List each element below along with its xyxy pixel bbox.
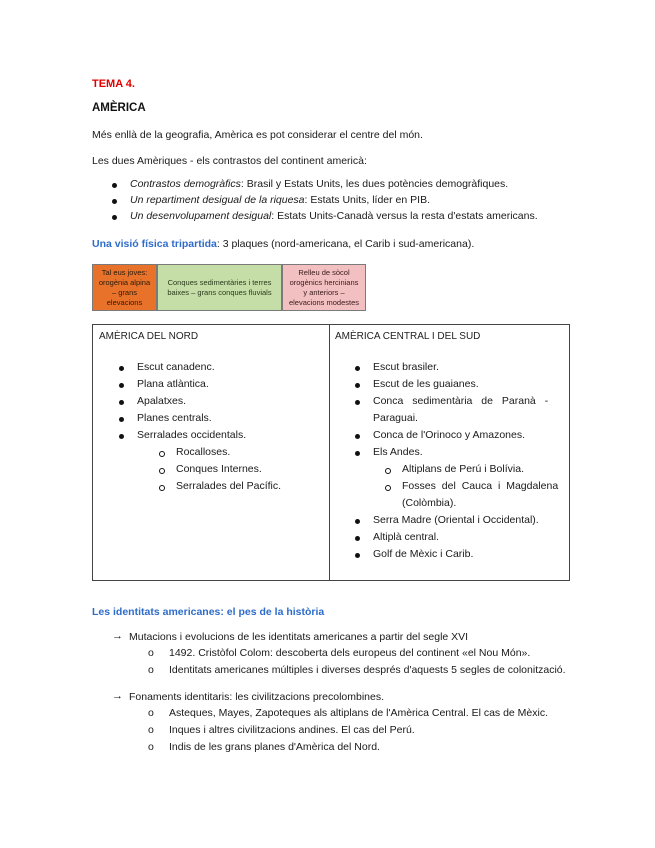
list-item xyxy=(355,395,561,412)
list-item-text: Conca de l'Orinoco y Amazones. xyxy=(373,429,525,441)
bullet-icon xyxy=(112,199,117,204)
list-item xyxy=(355,429,561,446)
list-item-continuation xyxy=(355,412,561,429)
contrast-text: : Brasil y Estats Units, les dues potències demogràfiques. xyxy=(240,178,509,190)
sub-list-item xyxy=(112,664,582,681)
identity-list-2 xyxy=(112,691,582,758)
list-item-text: Escut de les guaianes. xyxy=(373,378,479,390)
list-item-text: Escut canadenc. xyxy=(137,361,215,373)
list-item-text: Asteques, Mayes, Zapoteques als altiplans de l'Amèrica Central. El cas de Mèxic. xyxy=(169,707,549,719)
relief-boxes xyxy=(92,264,366,313)
list-item-text: Planes centrals. xyxy=(137,412,212,424)
page-title: AMÈRICA xyxy=(92,102,146,114)
list-item-text: Els Andes. xyxy=(373,446,423,458)
circle-bullet-icon xyxy=(385,468,391,474)
bullet-icon xyxy=(112,183,117,188)
circle-bullet-icon xyxy=(159,485,165,491)
intro-paragraph-2: Les dues Amèriques - els contrastos del continent americà: xyxy=(92,155,367,167)
circle-bullet-icon: o xyxy=(148,707,154,719)
arrow-item xyxy=(112,691,582,707)
list-item-text: Escut brasiler. xyxy=(373,361,439,373)
bullet-icon xyxy=(119,434,124,439)
vision-heading: Una visió física tripartida xyxy=(92,238,217,250)
list-item-text: Inques i altres civilitzacions andines. El cas del Perú. xyxy=(169,724,415,736)
list-item-text: Paraguai. xyxy=(373,412,418,424)
contrast-emphasis: Contrastos demogràfics xyxy=(130,178,241,190)
sub-list-item xyxy=(112,647,582,664)
list-item xyxy=(355,531,561,548)
sub-list-item-continuation xyxy=(355,497,561,514)
list-item xyxy=(119,378,319,395)
bullet-icon xyxy=(119,366,124,371)
arrow-right-icon: → xyxy=(112,630,123,642)
bullet-icon xyxy=(355,400,360,405)
contrast-emphasis: Un repartiment desigual de la riquesa xyxy=(130,194,305,206)
sub-list-item xyxy=(119,463,319,480)
list-item xyxy=(355,378,561,395)
list-item xyxy=(355,446,561,463)
list-item xyxy=(355,361,561,378)
column-header-south: AMÈRICA CENTRAL I DEL SUD xyxy=(335,331,481,342)
identity-list-1 xyxy=(112,631,582,681)
circle-bullet-icon xyxy=(159,468,165,474)
bullet-icon xyxy=(355,536,360,541)
vision-paragraph xyxy=(92,238,474,250)
bullet-icon xyxy=(355,519,360,524)
sub-list-item xyxy=(119,480,319,497)
tema-label: TEMA 4. xyxy=(92,78,135,90)
bullet-icon xyxy=(119,383,124,388)
north-list xyxy=(119,361,319,497)
arrow-item-text: Fonaments identitaris: les civilitzacions precolombines. xyxy=(129,691,385,703)
contrast-text: : Estats Units-Canadà versus la resta d'estats americans. xyxy=(271,210,538,222)
list-item-text: Fosses del Cauca i Magdalena xyxy=(402,480,559,492)
list-item xyxy=(355,548,561,565)
sub-list-item xyxy=(112,707,582,724)
list-item-text: Conques Internes. xyxy=(176,463,262,475)
circle-bullet-icon: o xyxy=(148,647,154,659)
south-list xyxy=(355,361,561,565)
list-item-text: Plana atlàntica. xyxy=(137,378,209,390)
circle-bullet-icon xyxy=(159,451,165,457)
identity-heading: Les identitats americanes: el pes de la història xyxy=(92,606,325,618)
arrow-item-text: Mutacions i evolucions de les identitats americanes a partir del segle XVI xyxy=(129,631,469,643)
intro-paragraph-1: Més enllà de la geografia, Amèrica es pot considerar el centre del món. xyxy=(92,129,423,141)
list-item-text: Indis de les grans planes d'Amèrica del Nord. xyxy=(169,741,380,753)
contrast-text: : Estats Units, líder en PIB. xyxy=(304,194,430,206)
column-header-north: AMÈRICA DEL NORD xyxy=(99,331,199,342)
list-item-text: Conca sedimentària de Paranà - xyxy=(373,395,549,407)
bullet-icon xyxy=(355,366,360,371)
bullet-icon xyxy=(119,400,124,405)
bullet-icon xyxy=(355,383,360,388)
list-item-text: Golf de Mèxic i Carib. xyxy=(373,548,474,560)
list-item-text: Apalatxes. xyxy=(137,395,187,407)
relief-box-socle: Relleu de sòcol orogènics hercinians y anteriors – elevacions modestes xyxy=(282,264,366,311)
bullet-icon xyxy=(355,553,360,558)
circle-bullet-icon: o xyxy=(148,664,154,676)
bullet-icon xyxy=(119,417,124,422)
vision-text: : 3 plaques (nord-americana, el Carib i sud-americana). xyxy=(216,238,475,250)
arrow-right-icon: → xyxy=(112,690,123,702)
list-item-text: Altiplans de Perú i Bolívia. xyxy=(402,463,524,475)
sub-list-item xyxy=(355,480,561,497)
list-item-text: Serra Madre (Oriental i Occidental). xyxy=(373,514,539,526)
sub-list-item xyxy=(112,741,582,758)
table-divider xyxy=(329,325,330,580)
arrow-item xyxy=(112,631,582,647)
list-item-text: Altiplà central. xyxy=(373,531,439,543)
contrast-emphasis: Un desenvolupament desigual xyxy=(130,210,272,222)
list-item-text: 1492. Cristòfol Colom: descoberta dels europeus del continent «el Nou Món». xyxy=(169,647,531,659)
list-item-text: (Colòmbia). xyxy=(402,497,457,509)
relief-box-basins: Conques sedimentàries i terres baixes – grans conques fluvials xyxy=(157,264,282,311)
sub-list-item xyxy=(119,446,319,463)
circle-bullet-icon: o xyxy=(148,741,154,753)
bullet-icon xyxy=(112,215,117,220)
sub-list-item xyxy=(112,724,582,741)
list-item xyxy=(119,412,319,429)
relief-box-young: Tal eus joves: orogènia alpina – grans elevacions xyxy=(92,264,157,311)
bullet-icon xyxy=(355,451,360,456)
circle-bullet-icon xyxy=(385,485,391,491)
circle-bullet-icon: o xyxy=(148,724,154,736)
list-item xyxy=(355,514,561,531)
bullet-icon xyxy=(355,434,360,439)
sub-list-item xyxy=(355,463,561,480)
list-item-text: Identitats americanes múltiples i diverses després d'aquests 5 segles de colonització. xyxy=(169,664,566,676)
physical-regions-table xyxy=(92,324,570,581)
list-item-text: Serralades del Pacífic. xyxy=(176,480,282,492)
list-item-text: Serralades occidentals. xyxy=(137,429,247,441)
list-item xyxy=(119,429,319,446)
list-item xyxy=(119,395,319,412)
list-item-text: Rocalloses. xyxy=(176,446,231,458)
list-item xyxy=(119,361,319,378)
